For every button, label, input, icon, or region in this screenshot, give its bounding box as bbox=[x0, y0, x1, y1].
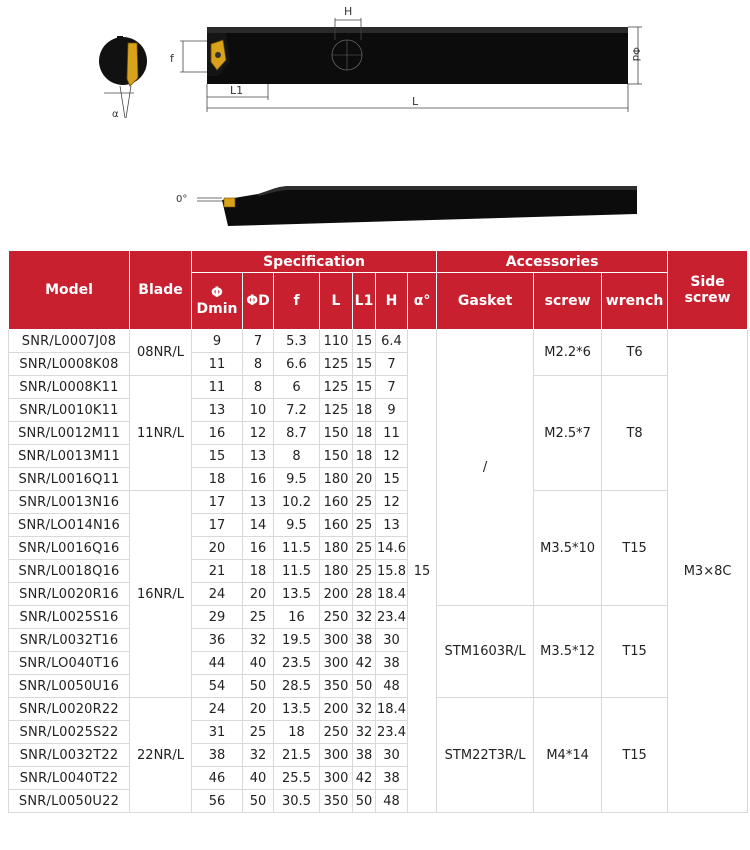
screw-cell: M3.5*12 bbox=[534, 606, 602, 698]
f-cell: 23.5 bbox=[274, 652, 320, 675]
dmin-cell: 38 bbox=[192, 744, 243, 767]
l1-header: L1 bbox=[353, 273, 376, 330]
blade-cell: 16NR/L bbox=[130, 491, 192, 698]
f-label: f bbox=[170, 52, 174, 65]
model-cell: SNR/L0025S16 bbox=[9, 606, 130, 629]
dmin-cell: 9 bbox=[192, 330, 243, 353]
l-cell: 110 bbox=[320, 330, 353, 353]
dmin-cell: 20 bbox=[192, 537, 243, 560]
gasket-cell: STM1603R/L bbox=[437, 606, 534, 698]
h-cell: 15 bbox=[376, 468, 408, 491]
zero-degree-label: 0° bbox=[176, 194, 188, 205]
dmin-cell: 17 bbox=[192, 491, 243, 514]
h-cell: 38 bbox=[376, 652, 408, 675]
wrench-cell: T6 bbox=[602, 330, 668, 376]
f-cell: 9.5 bbox=[274, 468, 320, 491]
h-cell: 14.6 bbox=[376, 537, 408, 560]
d-cell: 40 bbox=[243, 652, 274, 675]
l-cell: 180 bbox=[320, 537, 353, 560]
h-cell: 18.4 bbox=[376, 583, 408, 606]
h-cell: 15.8 bbox=[376, 560, 408, 583]
blade-cell: 08NR/L bbox=[130, 330, 192, 376]
l1-cell: 15 bbox=[353, 330, 376, 353]
dmin-cell: 24 bbox=[192, 583, 243, 606]
d-cell: 25 bbox=[243, 606, 274, 629]
d-cell: 40 bbox=[243, 767, 274, 790]
wrench-header: wrench bbox=[602, 273, 668, 330]
l1-cell: 28 bbox=[353, 583, 376, 606]
h-cell: 30 bbox=[376, 744, 408, 767]
l1-cell: 25 bbox=[353, 560, 376, 583]
dmin-cell: 17 bbox=[192, 514, 243, 537]
dmin-cell: 11 bbox=[192, 353, 243, 376]
model-cell: SNR/L0020R22 bbox=[9, 698, 130, 721]
h-cell: 7 bbox=[376, 353, 408, 376]
dmin-cell: 21 bbox=[192, 560, 243, 583]
h-cell: 23.4 bbox=[376, 721, 408, 744]
d-cell: 10 bbox=[243, 399, 274, 422]
screw-cell: M2.5*7 bbox=[534, 376, 602, 491]
h-cell: 6.4 bbox=[376, 330, 408, 353]
model-cell: SNR/L0008K11 bbox=[9, 376, 130, 399]
dmin-cell: 18 bbox=[192, 468, 243, 491]
table-row bbox=[9, 376, 748, 399]
f-cell: 6.6 bbox=[274, 353, 320, 376]
l-cell: 350 bbox=[320, 675, 353, 698]
f-cell: 11.5 bbox=[274, 560, 320, 583]
spec-table bbox=[8, 250, 748, 813]
f-header: f bbox=[274, 273, 320, 330]
l-cell: 300 bbox=[320, 767, 353, 790]
f-cell: 8 bbox=[274, 445, 320, 468]
l-cell: 125 bbox=[320, 353, 353, 376]
l-cell: 160 bbox=[320, 491, 353, 514]
l1-cell: 50 bbox=[353, 790, 376, 813]
h-cell: 12 bbox=[376, 445, 408, 468]
side-screw-header: Side screw bbox=[668, 251, 748, 330]
f-cell: 6 bbox=[274, 376, 320, 399]
tool-holder-drawing bbox=[0, 0, 750, 250]
model-cell: SNR/L0018Q16 bbox=[9, 560, 130, 583]
d-label: Φd bbox=[630, 47, 641, 62]
d-cell: 50 bbox=[243, 675, 274, 698]
h-cell: 7 bbox=[376, 376, 408, 399]
h-cell: 11 bbox=[376, 422, 408, 445]
model-cell: SNR/L0013N16 bbox=[9, 491, 130, 514]
f-cell: 13.5 bbox=[274, 698, 320, 721]
f-cell: 9.5 bbox=[274, 514, 320, 537]
dmin-cell: 36 bbox=[192, 629, 243, 652]
l-cell: 200 bbox=[320, 698, 353, 721]
dmin-cell: 31 bbox=[192, 721, 243, 744]
dmin-cell: 24 bbox=[192, 698, 243, 721]
screw-cell: M4*14 bbox=[534, 698, 602, 813]
dmin-cell: 54 bbox=[192, 675, 243, 698]
accessories-header: Accessories bbox=[437, 251, 668, 273]
l1-cell: 25 bbox=[353, 514, 376, 537]
l-cell: 350 bbox=[320, 790, 353, 813]
f-cell: 19.5 bbox=[274, 629, 320, 652]
gasket-header: Gasket bbox=[437, 273, 534, 330]
d-cell: 7 bbox=[243, 330, 274, 353]
h-cell: 48 bbox=[376, 790, 408, 813]
table-row bbox=[9, 330, 748, 353]
model-cell: SNR/LO014N16 bbox=[9, 514, 130, 537]
table-row bbox=[9, 606, 748, 629]
wrench-cell: T15 bbox=[602, 698, 668, 813]
model-header: Model bbox=[9, 251, 130, 330]
f-cell: 11.5 bbox=[274, 537, 320, 560]
h-header: H bbox=[376, 273, 408, 330]
l-cell: 150 bbox=[320, 445, 353, 468]
f-cell: 10.2 bbox=[274, 491, 320, 514]
d-cell: 13 bbox=[243, 445, 274, 468]
l1-cell: 32 bbox=[353, 721, 376, 744]
f-cell: 7.2 bbox=[274, 399, 320, 422]
side-screw-cell: M3×8C bbox=[668, 330, 748, 813]
h-cell: 48 bbox=[376, 675, 408, 698]
profile-view bbox=[176, 186, 637, 226]
l1-cell: 25 bbox=[353, 491, 376, 514]
l1-cell: 42 bbox=[353, 652, 376, 675]
dmin-cell: 15 bbox=[192, 445, 243, 468]
dmin-cell: 56 bbox=[192, 790, 243, 813]
table-row bbox=[9, 698, 748, 721]
model-cell: SNR/L0032T22 bbox=[9, 744, 130, 767]
d-cell: 8 bbox=[243, 353, 274, 376]
l1-cell: 20 bbox=[353, 468, 376, 491]
f-cell: 21.5 bbox=[274, 744, 320, 767]
screw-cell: M2.2*6 bbox=[534, 330, 602, 376]
l-cell: 180 bbox=[320, 560, 353, 583]
dmin-cell: 11 bbox=[192, 376, 243, 399]
alpha-cell: 15 bbox=[408, 330, 437, 813]
model-cell: SNR/L0013M11 bbox=[9, 445, 130, 468]
alpha-label: α bbox=[112, 109, 119, 120]
h-cell: 18.4 bbox=[376, 698, 408, 721]
h-cell: 13 bbox=[376, 514, 408, 537]
l1-cell: 32 bbox=[353, 698, 376, 721]
specification-header: Specification bbox=[192, 251, 437, 273]
d-cell: 16 bbox=[243, 468, 274, 491]
gasket-cell: / bbox=[437, 330, 534, 606]
l1-cell: 32 bbox=[353, 606, 376, 629]
f-cell: 28.5 bbox=[274, 675, 320, 698]
l-cell: 300 bbox=[320, 652, 353, 675]
model-cell: SNR/L0010K11 bbox=[9, 399, 130, 422]
l1-cell: 15 bbox=[353, 353, 376, 376]
d-cell: 12 bbox=[243, 422, 274, 445]
model-cell: SNR/L0007J08 bbox=[9, 330, 130, 353]
model-cell: SNR/L0016Q11 bbox=[9, 468, 130, 491]
d-cell: 20 bbox=[243, 698, 274, 721]
l-cell: 125 bbox=[320, 399, 353, 422]
end-view bbox=[99, 36, 147, 120]
f-cell: 16 bbox=[274, 606, 320, 629]
h-label: H bbox=[344, 5, 353, 18]
h-cell: 38 bbox=[376, 767, 408, 790]
wrench-cell: T8 bbox=[602, 376, 668, 491]
l1-cell: 25 bbox=[353, 537, 376, 560]
model-cell: SNR/L0025S22 bbox=[9, 721, 130, 744]
wrench-cell: T15 bbox=[602, 491, 668, 606]
f-cell: 13.5 bbox=[274, 583, 320, 606]
f-cell: 25.5 bbox=[274, 767, 320, 790]
model-cell: SNR/L0050U22 bbox=[9, 790, 130, 813]
dmin-cell: 13 bbox=[192, 399, 243, 422]
h-cell: 12 bbox=[376, 491, 408, 514]
d-cell: 32 bbox=[243, 744, 274, 767]
d-cell: 25 bbox=[243, 721, 274, 744]
l1-cell: 18 bbox=[353, 422, 376, 445]
screw-cell: M3.5*10 bbox=[534, 491, 602, 606]
l1-cell: 18 bbox=[353, 399, 376, 422]
h-cell: 30 bbox=[376, 629, 408, 652]
d-cell: 20 bbox=[243, 583, 274, 606]
l-cell: 300 bbox=[320, 744, 353, 767]
wrench-cell: T15 bbox=[602, 606, 668, 698]
model-cell: SNR/L0020R16 bbox=[9, 583, 130, 606]
side-view bbox=[170, 5, 642, 112]
dmin-header: Φ Dmin bbox=[192, 273, 243, 330]
f-cell: 30.5 bbox=[274, 790, 320, 813]
l-cell: 160 bbox=[320, 514, 353, 537]
l1-cell: 38 bbox=[353, 744, 376, 767]
f-cell: 8.7 bbox=[274, 422, 320, 445]
d-cell: 18 bbox=[243, 560, 274, 583]
spec-body bbox=[9, 330, 748, 813]
dmin-cell: 44 bbox=[192, 652, 243, 675]
gasket-cell: STM22T3R/L bbox=[437, 698, 534, 813]
d-cell: 32 bbox=[243, 629, 274, 652]
model-cell: SNR/L0016Q16 bbox=[9, 537, 130, 560]
l-cell: 180 bbox=[320, 468, 353, 491]
h-cell: 9 bbox=[376, 399, 408, 422]
l1-cell: 15 bbox=[353, 376, 376, 399]
model-cell: SNR/L0040T22 bbox=[9, 767, 130, 790]
f-cell: 5.3 bbox=[274, 330, 320, 353]
d-header: ΦD bbox=[243, 273, 274, 330]
l1-cell: 50 bbox=[353, 675, 376, 698]
blade-cell: 22NR/L bbox=[130, 698, 192, 813]
table-row bbox=[9, 491, 748, 514]
l1-cell: 42 bbox=[353, 767, 376, 790]
l-cell: 300 bbox=[320, 629, 353, 652]
model-cell: SNR/L0032T16 bbox=[9, 629, 130, 652]
d-cell: 50 bbox=[243, 790, 274, 813]
l1-label: L1 bbox=[230, 84, 244, 97]
dmin-cell: 29 bbox=[192, 606, 243, 629]
dmin-cell: 16 bbox=[192, 422, 243, 445]
dmin-cell: 46 bbox=[192, 767, 243, 790]
blade-header: Blade bbox=[130, 251, 192, 330]
d-cell: 16 bbox=[243, 537, 274, 560]
l-label: L bbox=[412, 95, 419, 108]
model-cell: SNR/L0008K08 bbox=[9, 353, 130, 376]
d-cell: 14 bbox=[243, 514, 274, 537]
model-cell: SNR/LO040T16 bbox=[9, 652, 130, 675]
f-cell: 18 bbox=[274, 721, 320, 744]
screw-header: screw bbox=[534, 273, 602, 330]
l1-cell: 38 bbox=[353, 629, 376, 652]
model-cell: SNR/L0050U16 bbox=[9, 675, 130, 698]
h-cell: 23.4 bbox=[376, 606, 408, 629]
blade-cell: 11NR/L bbox=[130, 376, 192, 491]
d-cell: 13 bbox=[243, 491, 274, 514]
l1-cell: 18 bbox=[353, 445, 376, 468]
l-header: L bbox=[320, 273, 353, 330]
model-cell: SNR/L0012M11 bbox=[9, 422, 130, 445]
d-cell: 8 bbox=[243, 376, 274, 399]
alpha-header: α° bbox=[408, 273, 437, 330]
l-cell: 125 bbox=[320, 376, 353, 399]
l-cell: 200 bbox=[320, 583, 353, 606]
l-cell: 150 bbox=[320, 422, 353, 445]
l-cell: 250 bbox=[320, 606, 353, 629]
l-cell: 250 bbox=[320, 721, 353, 744]
